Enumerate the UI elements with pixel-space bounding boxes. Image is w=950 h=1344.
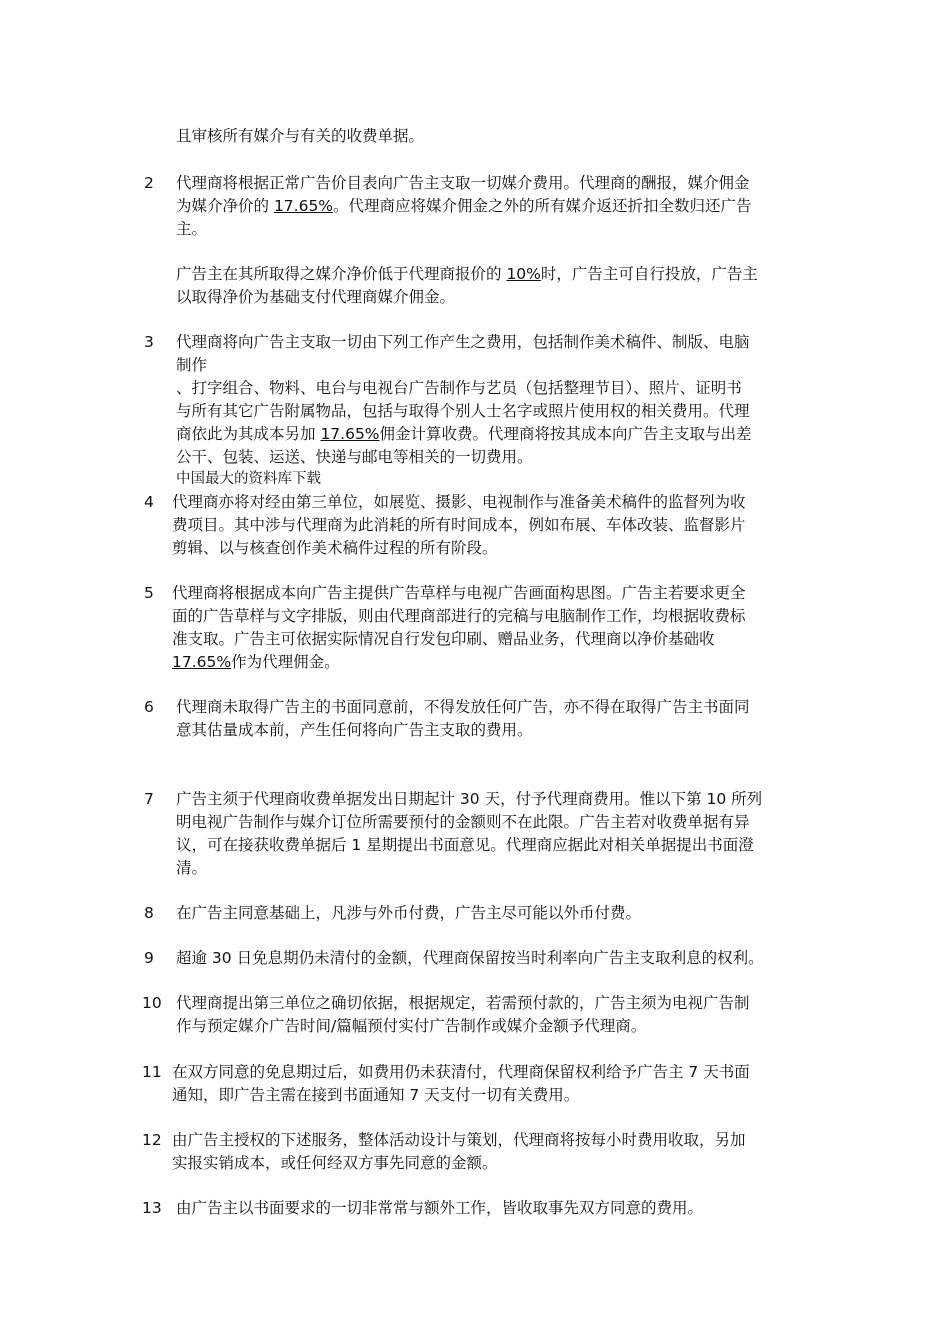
clause-text-line: 代理商将根据成本向广告主提供广告草样与电视广告画面构思图。广告主若要求更全 [172,584,746,602]
price-threshold: 10% [506,265,541,283]
clause-text-line: 制作 [176,356,208,374]
clause-number: 5 [144,584,154,602]
clause-number: 3 [144,333,154,351]
clause-number: 8 [144,904,154,922]
commission-rate: 17.65% [273,197,334,215]
clause-number: 11 [142,1063,162,1081]
clause-text-line: 公干、包装、运送、快递与邮电等相关的一切费用。 [176,448,533,466]
clause-text-line: 意其估量成本前，产生任何将向广告主支取的费用。 [176,721,533,739]
text-segment: 作为代理佣金。 [231,653,340,671]
clause-text-line: 代理商将根据正常广告价目表向广告主支取一切媒介费用。代理商的酬报，媒介佣金 [176,174,750,192]
clause-text-line: 代理商亦将对经由第三单位，如展览、摄影、电视制作与准备美术稿件的监督列为收 [172,493,746,511]
clause-text-line: 超逾 30 日免息期仍未清付的金额，代理商保留按当时利率向广告主支取利息的权利。 [176,949,764,967]
clause-text-line: 作与预定媒介广告时间/篇幅预付实付广告制作或媒介金额予代理商。 [176,1017,647,1035]
clause-number: 2 [144,174,154,192]
clause-text-line: 议，可在接获收费单据后 1 星期提出书面意见。代理商应据此对相关单据提出书面澄 [176,836,754,854]
text-segment: 广告主在其所取得之媒介净价低于代理商报价的 [176,265,507,283]
clause-text-line: 清。 [176,859,208,877]
clause-text-line: 以取得净价为基础支付代理商媒介佣金。 [176,288,456,306]
clause-text-line: 准支取。广告主可依据实际情况自行发包印刷、赠品业务，代理商以净价基础收 [172,630,715,648]
clause-text-line: 实报实销成本，或任何经双方事先同意的金额。 [172,1154,498,1172]
clause-text-line [176,263,758,285]
clause-text-line: 由广告主授权的下述服务，整体活动设计与策划，代理商将按每小时费用收取，另加 [172,1131,746,1149]
clause-number: 10 [142,994,162,1012]
clause-text-line: 代理商未取得广告主的书面同意前，不得发放任何广告，亦不得在取得广告主书面同 [176,698,750,716]
clause-text-line [176,195,752,217]
clause-text-line [172,651,340,673]
clause-text-line: 面的广告草样与文字排版，则由代理商部进行的完稿与电脑制作工作，均根据收费标 [172,607,746,625]
clause-number: 13 [142,1199,162,1217]
text-segment: 商依此为其成本另加 [176,425,321,443]
clause-text-line: 与所有其它广告附属物品，包括与取得个别人士名字或照片使用权的相关费用。代理 [176,402,750,420]
continuation-text: 且审核所有媒介与有关的收费单据。 [176,127,425,145]
clause-text-line: 剪辑、以与核查创作美术稿件过程的所有阶段。 [172,539,498,557]
clause-text-line: 、打字组合、物料、电台与电视台广告制作与艺员（包括整理节目）、照片、证明书 [176,379,742,397]
clause-number: 4 [144,493,154,511]
text-segment: 为媒介净价的 [176,197,274,215]
clause-text-line: 通知，即广告主需在接到书面通知 7 天支付一切有关费用。 [172,1086,580,1104]
text-segment: 时，广告主可自行投放，广告主 [540,265,758,283]
commission-rate: 17.65% [172,653,232,671]
clause-number: 12 [142,1131,162,1149]
clause-text-line: 在双方同意的免息期过后，如费用仍未获清付，代理商保留权利给予广告主 7 天书面 [172,1063,750,1081]
clause-text-line [176,423,752,445]
clause-text-line: 代理商提出第三单位之确切依据，根据规定，若需预付款的，广告主须为电视广告制 [176,994,750,1012]
clause-text-line: 代理商将向广告主支取一切由下列工作产生之费用，包括制作美术稿件、制版、电脑 [176,333,750,351]
text-segment: 。代理商应将媒介佣金之外的所有媒介返还折扣全数归还广告 [333,197,752,215]
clause-text-line: 由广告主以书面要求的一切非常常与额外工作，皆收取事先双方同意的费用。 [176,1199,704,1217]
clause-text-line: 明电视广告制作与媒介订位所需要预付的金额则不在此限。广告主若对收费单据有异 [176,813,750,831]
commission-rate: 17.65% [320,425,380,443]
clause-text-line: 主。 [176,220,208,238]
clause-text-line: 广告主须于代理商收费单据发出日期起计 30 天，付予代理商费用。惟以下第 10 所列 [176,790,763,808]
clause-text-line: 费项目。其中涉与代理商为此消耗的所有时间成本，例如布展、车体改装、监督影片 [172,516,746,534]
clause-number: 9 [144,949,154,967]
download-note: 中国最大的资料库下载 [176,471,321,487]
clause-number: 6 [144,698,154,716]
clause-text-line: 在广告主同意基础上，凡涉与外币付费，广告主尽可能以外币付费。 [176,904,642,922]
clause-number: 7 [144,790,154,808]
text-segment: 佣金计算收费。代理商将按其成本向广告主支取与出差 [379,425,752,443]
